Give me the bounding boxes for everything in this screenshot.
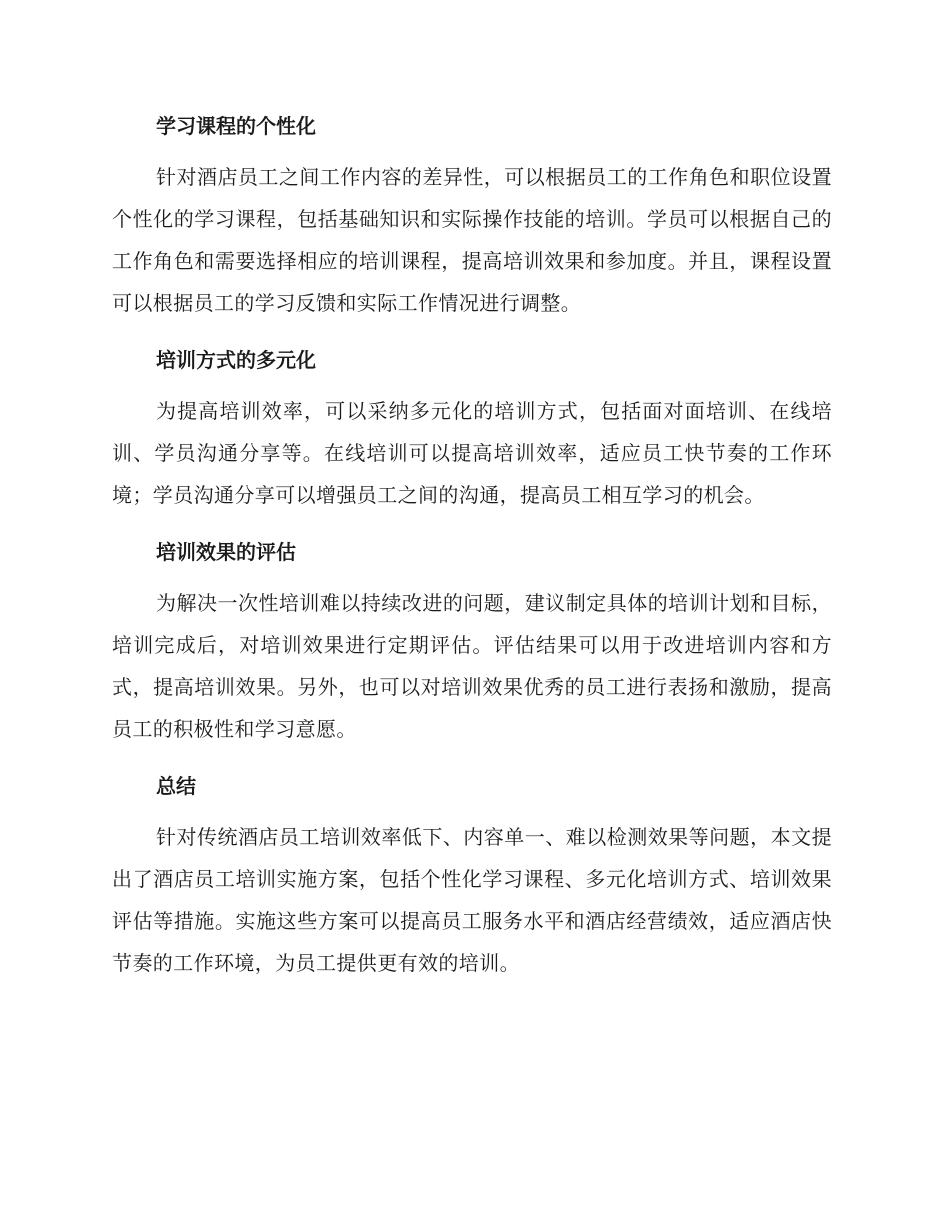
section-heading: 学习课程的个性化 xyxy=(156,114,316,138)
section-paragraph: 针对传统酒店员工培训效率低下、内容单一、难以检测效果等问题，本文提出了酒店员工培训实施方案，包括个性化学习课程、多元化培训方式、培训效果评估等措施。实施这些方案可以提高员工服务水平和酒店经营绩效，适应酒店快节奏的工作环境，为员工提供更有效的培训。 xyxy=(112,825,832,975)
section-diversified-training xyxy=(112,338,832,516)
section-paragraph: 为解决一次性培训难以持续改进的问题，建议制定具体的培训计划和目标，培训完成后，对培训效果进行定期评估。评估结果可以用于改进培训内容和方式，提高培训效果。另外，也可以对培训效果优秀的员工进行表扬和激励，提高员工的积极性和学习意愿。 xyxy=(112,591,832,741)
section-personalized-courses xyxy=(112,104,832,324)
section-paragraph: 为提高培训效率，可以采纳多元化的培训方式，包括面对面培训、在线培训、学员沟通分享等。在线培训可以提高培训效率，适应员工快节奏的工作环境；学员沟通分享可以增强员工之间的沟通，提高员工相互学习的机会。 xyxy=(112,399,832,507)
section-paragraph: 针对酒店员工之间工作内容的差异性，可以根据员工的工作角色和职位设置个性化的学习课程，包括基础知识和实际操作技能的培训。学员可以根据自己的工作角色和需要选择相应的培训课程，提高培训效果和参加度。并且，课程设置可以根据员工的学习反馈和实际工作情况进行调整。 xyxy=(112,165,832,315)
section-heading: 培训效果的评估 xyxy=(156,540,296,564)
section-heading: 培训方式的多元化 xyxy=(156,348,316,372)
section-summary xyxy=(112,764,832,984)
section-heading: 总结 xyxy=(156,774,196,798)
document-page xyxy=(112,104,832,998)
section-training-evaluation xyxy=(112,530,832,750)
